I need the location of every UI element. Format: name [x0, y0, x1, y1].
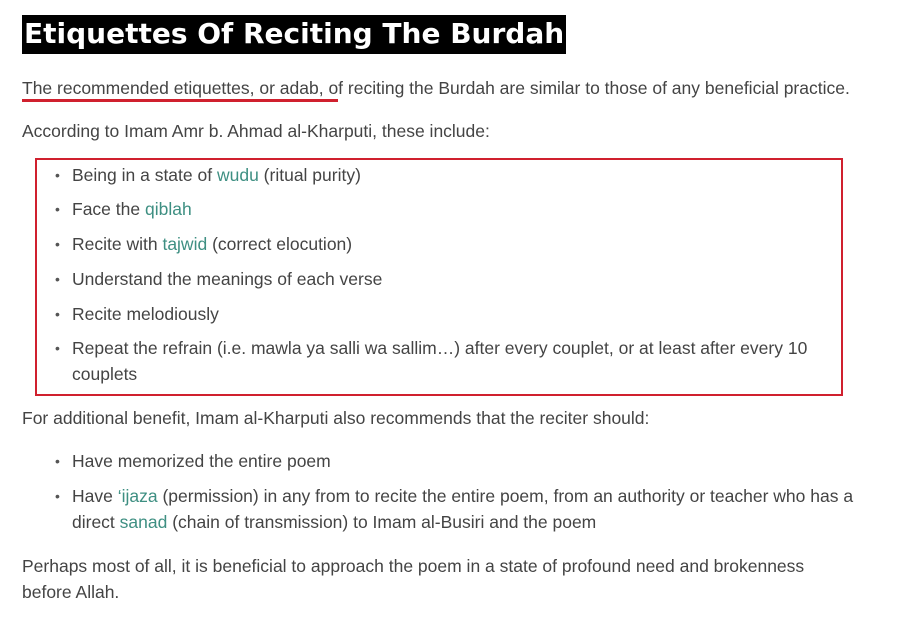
list-item: [55, 196, 192, 222]
page-title: Etiquettes Of Reciting The Burdah: [22, 15, 566, 54]
list-item-text: Being in a state of: [72, 165, 217, 185]
list-item-text: (ritual purity): [258, 165, 361, 185]
list-item-text: (chain of transmission) to Imam al-Busiri and the poem: [167, 512, 597, 532]
list-item: [55, 301, 219, 327]
list-item-text: Understand the meanings of each verse: [72, 269, 383, 289]
bullet-icon: •: [55, 201, 60, 217]
list-item: [55, 231, 353, 257]
list-item: [55, 335, 808, 387]
intro-rest-text: , of reciting the Burdah are similar to those of any beneficial practice.: [318, 78, 850, 98]
additional-paragraph: For additional benefit, Imam al-Kharputi also recommends that the reciter should:: [22, 408, 650, 428]
bullet-icon: •: [55, 340, 60, 356]
bullet-icon: •: [55, 167, 60, 183]
intro-paragraph: [22, 75, 850, 101]
bullet-icon: •: [55, 306, 60, 322]
list-item-text: Recite melodiously: [72, 304, 219, 324]
tajwid-link[interactable]: tajwid: [162, 234, 208, 254]
list-item-text: Have: [72, 486, 118, 506]
closing-text: Perhaps most of all, it is beneficial to approach the poem in a state of profound need and brokenness: [22, 556, 805, 576]
list-item-text: Face the: [72, 199, 145, 219]
qiblah-link[interactable]: qiblah: [144, 199, 192, 219]
bullet-icon: •: [55, 271, 60, 287]
intro-underlined-text: The recommended etiquettes, or adab: [22, 78, 319, 98]
list-item-text: (permission) in any from to recite the entire poem, from an authority or teacher who has a: [157, 486, 854, 506]
bullet-icon: •: [55, 488, 60, 504]
ijaza-link[interactable]: ‘ijaza: [117, 486, 158, 506]
list-item: [55, 266, 383, 292]
list-item-text: couplets: [72, 364, 138, 384]
list-item-text: Recite with: [72, 234, 163, 254]
closing-text: before Allah.: [22, 582, 120, 602]
sanad-link[interactable]: sanad: [119, 512, 168, 532]
list-item-text: direct: [72, 512, 120, 532]
list-item: [55, 483, 854, 535]
closing-paragraph: [22, 553, 804, 605]
list-item-text: Have memorized the entire poem: [72, 451, 331, 471]
red-underline-annotation: [22, 99, 338, 102]
list-item: [55, 448, 331, 474]
according-paragraph: According to Imam Amr b. Ahmad al-Kharputi, these include:: [22, 121, 490, 141]
bullet-icon: •: [55, 236, 60, 252]
list-item-text: Repeat the refrain (i.e. mawla ya salli wa sallim…) after every couplet, or at least after every 10: [72, 338, 808, 358]
list-item-text: (correct elocution): [207, 234, 353, 254]
bullet-icon: •: [55, 453, 60, 469]
wudu-link[interactable]: wudu: [216, 165, 259, 185]
list-item: [55, 162, 361, 188]
